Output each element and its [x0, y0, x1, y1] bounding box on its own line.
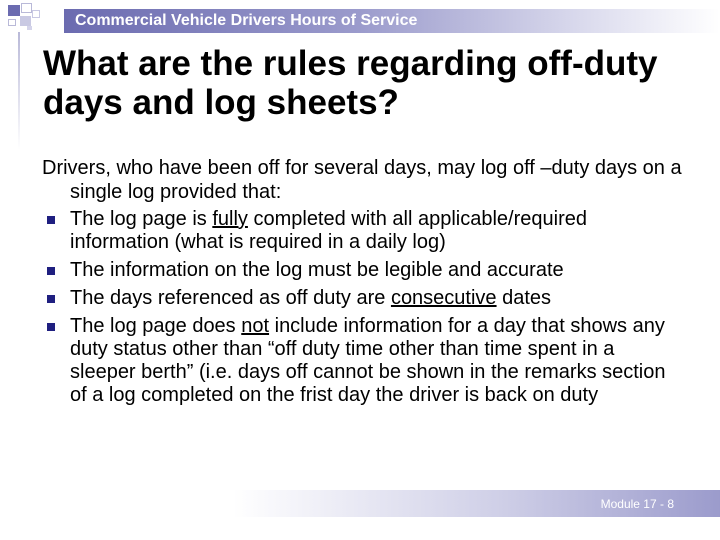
bullet-text: The information on the log must be legible and accurate: [70, 259, 564, 281]
square-bullet-icon: [47, 323, 55, 331]
footer-label: Module 17 - 8: [600, 497, 674, 511]
decor-square: [21, 3, 32, 13]
bullet-text: The days referenced as off duty are: [70, 287, 391, 309]
decor-square: [8, 5, 20, 16]
square-bullet-icon: [47, 267, 55, 275]
bullet-item: [42, 315, 682, 407]
decor-vertical-line: [18, 32, 20, 150]
intro-text: Drivers, who have been off for several days, may log off –duty days on a single log provided that:: [42, 157, 682, 203]
footer-bar: [233, 490, 720, 517]
bullet-emphasis: not: [241, 315, 270, 337]
bullet-text: The log page is: [70, 208, 213, 230]
bullet-item: [42, 208, 682, 254]
square-bullet-icon: [47, 295, 55, 303]
bullet-item: [42, 287, 682, 310]
bullet-text: The log page does: [70, 315, 242, 337]
bullet-list: [42, 208, 682, 407]
bullet-text: completed with all applicable/required information (what is required in a daily log): [70, 208, 587, 253]
decor-square: [27, 26, 32, 30]
decor-square: [20, 16, 31, 26]
header-bar: [64, 9, 720, 33]
slide-title: What are the rules regarding off-duty days and log sheets?: [43, 44, 658, 122]
slide-body: [42, 156, 682, 412]
bullet-text: include information for a day that shows any duty status other than “off duty time other than time spent in a sleeper berth” (i.e. days off cannot be shown in the remarks section of a log completed on the frist day the driver is back on duty: [70, 315, 666, 406]
bullet-text: dates: [496, 287, 552, 309]
bullet-item: [42, 259, 682, 282]
decor-square: [32, 10, 40, 18]
bullet-emphasis: consecutive: [390, 287, 497, 309]
bullet-emphasis: fully: [212, 208, 248, 230]
decor-square: [8, 19, 16, 26]
square-bullet-icon: [47, 216, 55, 224]
header-title: Commercial Vehicle Drivers Hours of Service: [75, 12, 418, 29]
